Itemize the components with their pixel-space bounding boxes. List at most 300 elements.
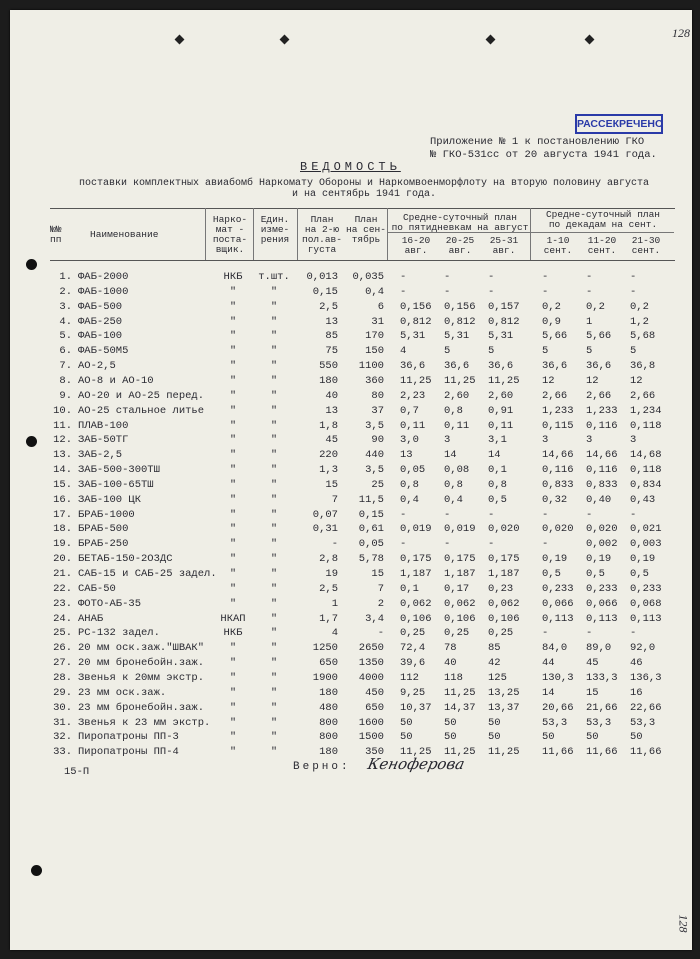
header-daily-aug-line: Средне-суточный план (402, 212, 518, 223)
unit: " (270, 568, 278, 580)
punch-hole (26, 436, 37, 447)
plan-sep: 15 (371, 568, 384, 580)
declassified-stamp: РАССЕКРЕЧЕНО (575, 114, 663, 134)
unit: " (270, 389, 278, 402)
aug-16-20: 39,6 (400, 657, 426, 670)
sep-21-30: - (630, 627, 637, 640)
table-row (50, 448, 675, 463)
sep-1-10: 3 (542, 434, 549, 447)
aug-26-31: 42 (488, 657, 501, 670)
sep-11-20: 0,40 (586, 493, 612, 506)
table-row (50, 656, 675, 671)
plan-sep: 7 (377, 582, 384, 595)
row-number: 7. (59, 360, 72, 373)
unit: " (270, 523, 278, 536)
plan-sep: 11,5 (358, 493, 384, 506)
appendix-line-1: Приложение № 1 к постановлению ГКО (430, 136, 645, 148)
aug-16-20: 72,4 (400, 642, 426, 655)
plan-aug: 13 (325, 404, 338, 417)
aug-21-25: - (444, 285, 451, 298)
column-divider (530, 208, 531, 260)
sep-11-20: 5 (586, 345, 593, 358)
sep-21-30: - (630, 285, 637, 298)
unit: " (270, 701, 278, 714)
sep-1-10: - (542, 627, 549, 640)
sub-header-top: 25-31 (489, 235, 519, 246)
aug-26-31: 0,1 (488, 464, 507, 477)
aug-21-25: 40 (444, 657, 457, 670)
aug-21-25: 118 (444, 671, 463, 684)
sep-11-20: 0,233 (586, 582, 618, 595)
header-plan-aug-line: густа (307, 244, 337, 255)
plan-sep: 170 (365, 330, 384, 343)
unit: " (270, 330, 278, 343)
sep-21-30: 5 (630, 345, 637, 358)
col-sep-11-20 (580, 236, 624, 256)
table-row (50, 567, 675, 582)
sep-1-10: 0,115 (542, 419, 574, 432)
row-number: 13. (53, 449, 72, 462)
item-name: ПЛАВ-100 (78, 419, 129, 432)
aug-26-31: 13,25 (488, 686, 520, 699)
sep-11-20: 0,5 (586, 568, 605, 580)
sep-11-20: 11,66 (586, 746, 618, 759)
sep-21-30: 0,834 (630, 478, 662, 491)
sep-21-30: 22,66 (630, 701, 662, 714)
table-row (50, 537, 675, 552)
plan-aug: 85 (325, 330, 338, 343)
table-row (50, 626, 675, 641)
row-number: 25. (53, 627, 72, 640)
row-number: 21. (53, 568, 72, 580)
aug-26-31: 0,020 (488, 523, 520, 536)
unit: " (270, 627, 278, 640)
table-row (50, 641, 675, 656)
unit: " (270, 449, 278, 462)
sep-11-20: 53,3 (586, 716, 612, 729)
unit: " (270, 582, 278, 595)
sep-11-20: 0,020 (586, 523, 618, 536)
plan-aug: 180 (319, 374, 338, 387)
header-unit-line: рения (260, 234, 290, 245)
table-row (50, 493, 675, 508)
aug-16-20: 112 (400, 671, 419, 684)
sep-1-10: 0,020 (542, 523, 574, 536)
sep-21-30: - (630, 508, 637, 521)
sep-1-10: 0,066 (542, 597, 574, 610)
sep-11-20: 0,116 (586, 464, 618, 477)
aug-21-25: 0,25 (444, 627, 470, 640)
col-org-header (208, 215, 252, 255)
plan-aug: 0,013 (306, 271, 338, 283)
sep-11-20: - (586, 271, 593, 283)
header-org-line: мат - (215, 224, 245, 235)
certified-label: Верно: (293, 761, 351, 773)
unit: " (270, 657, 278, 670)
aug-21-25: 0,812 (444, 315, 476, 328)
plan-aug: 1900 (312, 671, 338, 684)
aug-21-25: - (444, 538, 451, 551)
plan-sep: 3,4 (365, 612, 384, 625)
sep-1-10: 12 (542, 374, 555, 387)
aug-26-31: 50 (488, 731, 501, 744)
unit: " (270, 300, 278, 313)
aug-21-25: 14,37 (444, 701, 476, 714)
plan-aug: 19 (325, 568, 338, 580)
plan-sep: 1600 (358, 716, 384, 729)
row-number: 28. (53, 671, 72, 684)
sep-1-10: 50 (542, 731, 555, 744)
item-name: БЕТАБ-150-2О3ДС (78, 553, 173, 566)
plan-sep: 1100 (358, 360, 384, 373)
sep-1-10: 14 (542, 686, 555, 699)
header-plan-aug-line: пол.ав- (302, 234, 342, 245)
aug-16-20: 11,25 (400, 746, 432, 759)
sep-1-10: 0,9 (542, 315, 561, 328)
plan-aug: 1,7 (319, 612, 338, 625)
row-number: 18. (53, 523, 72, 536)
sep-1-10: 0,233 (542, 582, 574, 595)
aug-21-25: 11,25 (444, 374, 476, 387)
supplier: " (229, 330, 237, 343)
unit: " (270, 612, 278, 625)
aug-26-31: 0,062 (488, 597, 520, 610)
row-number: 8. (59, 374, 72, 387)
item-name: ЗАБ-50ТГ (78, 434, 129, 447)
aug-21-25: 5,31 (444, 330, 470, 343)
sep-1-10: - (542, 538, 549, 551)
aug-26-31: 36,6 (488, 360, 514, 373)
plan-sep: 80 (371, 389, 384, 402)
sub-header-bottom: сент. (631, 245, 661, 256)
supplier: " (229, 285, 237, 298)
supplier: " (229, 686, 237, 699)
aug-26-31: 125 (488, 671, 507, 684)
header-plan-aug-line: План (310, 214, 334, 225)
aug-21-25: 0,8 (444, 478, 463, 491)
plan-aug: 550 (319, 360, 338, 373)
item-name: Пиропатроны ПП-4 (78, 746, 179, 759)
row-number: 24. (53, 612, 72, 625)
col-unit-header (255, 215, 295, 245)
unit: " (270, 434, 278, 447)
aug-26-31: 5,31 (488, 330, 514, 343)
header-num-line2: пп (50, 234, 62, 245)
sep-21-30: 1,234 (630, 404, 662, 417)
table-row (50, 300, 675, 315)
page-number: 128 (672, 26, 690, 40)
aug-16-20: 36,6 (400, 360, 426, 373)
col-number-header (50, 225, 64, 245)
staple-mark (175, 35, 185, 45)
aug-26-31: 1,187 (488, 568, 520, 580)
sep-21-30: 50 (630, 731, 643, 744)
plan-sep: 0,61 (358, 523, 384, 536)
supplier: " (229, 374, 237, 387)
aug-16-20: 0,062 (400, 597, 432, 610)
plan-sep: 0,035 (352, 271, 384, 283)
sep-11-20: 0,002 (586, 538, 618, 551)
sep-11-20: 0,116 (586, 419, 618, 432)
table-row (50, 508, 675, 523)
sub-header-bottom: авг. (492, 245, 516, 256)
supplier: НКБ (223, 627, 243, 640)
aug-26-31: 5 (488, 345, 495, 358)
sep-1-10: 44 (542, 657, 555, 670)
table-row (50, 315, 675, 330)
sep-11-20: 3 (586, 434, 593, 447)
supplier: " (229, 716, 237, 729)
plan-aug: 1 (331, 597, 338, 610)
unit: " (270, 478, 278, 491)
sep-11-20: 14,66 (586, 449, 618, 462)
appendix-line-2: № ГКО-531сс от 20 августа 1941 года. (430, 149, 657, 161)
plan-sep: 440 (365, 449, 384, 462)
header-daily-sep-line: Средне-суточный план (545, 209, 661, 220)
document-page (10, 10, 692, 950)
plan-aug: 2,5 (319, 582, 338, 595)
plan-sep: 25 (371, 478, 384, 491)
aug-26-31: 11,25 (488, 374, 520, 387)
sep-1-10: 0,833 (542, 478, 574, 491)
aug-21-25: 0,17 (444, 582, 470, 595)
sep-11-20: 0,113 (586, 612, 618, 625)
sep-21-30: 3 (630, 434, 637, 447)
sep-11-20: 0,2 (586, 300, 605, 313)
aug-16-20: 2,23 (400, 389, 426, 402)
sep-1-10: 2,66 (542, 389, 568, 402)
aug-26-31: 13,37 (488, 701, 520, 714)
supplier: " (229, 568, 237, 580)
sep-21-30: 0,43 (630, 493, 656, 506)
sep-1-10: - (542, 508, 549, 521)
aug-16-20: 9,25 (400, 686, 426, 699)
plan-sep: 4000 (358, 671, 384, 684)
aug-26-31: 14 (488, 449, 501, 462)
sep-11-20: - (586, 285, 593, 298)
aug-16-20: - (400, 508, 407, 521)
item-name: 20 мм оск.заж."ШВАК" (78, 642, 205, 655)
supplier: " (229, 553, 237, 566)
aug-26-31: 0,11 (488, 419, 514, 432)
sub-header-top: 16-20 (401, 235, 431, 246)
item-name: РС-132 задел. (78, 627, 160, 640)
unit: " (270, 404, 278, 417)
aug-16-20: 0,175 (400, 553, 432, 566)
sub-header-top: 21-30 (631, 235, 661, 246)
aug-26-31: 0,175 (488, 553, 520, 566)
sep-21-30: 0,19 (630, 553, 656, 566)
supplier: " (229, 449, 237, 462)
header-org-line: поста- (212, 234, 248, 245)
aug-26-31: 0,91 (488, 404, 514, 417)
aug-16-20: 0,4 (400, 493, 419, 506)
item-name: 23 мм оск.заж. (78, 686, 167, 699)
aug-16-20: 0,1 (400, 582, 419, 595)
sub-header-top: 20-25 (445, 235, 475, 246)
table-row (50, 701, 675, 716)
plan-aug: 2,5 (319, 300, 338, 313)
aug-26-31: 11,25 (488, 746, 520, 759)
supplier: " (229, 746, 237, 759)
table-row (50, 389, 675, 404)
item-name: БРАБ-1000 (78, 508, 135, 521)
sep-21-30: 0,118 (630, 464, 662, 477)
sep-11-20: 36,6 (586, 360, 612, 373)
row-number: 15. (53, 478, 72, 491)
row-number: 12. (53, 434, 72, 447)
aug-21-25: 0,106 (444, 612, 476, 625)
footnote-code: 15-П (64, 766, 90, 778)
aug-16-20: - (400, 271, 407, 283)
plan-sep: 31 (371, 315, 384, 328)
table-row (50, 552, 675, 567)
aug-26-31: 0,157 (488, 300, 520, 313)
sep-21-30: 136,3 (630, 671, 662, 684)
plan-sep: - (377, 627, 384, 640)
unit: " (270, 493, 278, 506)
sep-1-10: 0,116 (542, 464, 574, 477)
column-divider (205, 208, 206, 260)
item-name: Звенья к 20мм экстр. (78, 671, 205, 684)
aug-16-20: 0,8 (400, 478, 419, 491)
table-row (50, 463, 675, 478)
supplier: " (229, 478, 237, 491)
table-row (50, 597, 675, 612)
unit: " (270, 345, 278, 358)
plan-aug: 650 (319, 657, 338, 670)
aug-26-31: - (488, 271, 495, 283)
subtitle-line-1: поставки комплектных авиабомб Наркомату Обороны и Наркомвоенморфлоту на вторую половину августа (78, 178, 650, 189)
plan-aug: 0,15 (312, 285, 338, 298)
sep-11-20: 89,0 (586, 642, 612, 655)
sep-11-20: - (586, 627, 593, 640)
header-num-line1: №№ (50, 224, 62, 235)
plan-sep: 6 (377, 300, 384, 313)
aug-21-25: - (444, 508, 451, 521)
sep-21-30: 5,68 (630, 330, 656, 343)
sep-11-20: - (586, 508, 593, 521)
supplier: " (229, 315, 237, 328)
col-sep-1-10 (536, 236, 580, 256)
sep-21-30: 14,68 (630, 449, 662, 462)
row-number: 9. (59, 389, 72, 402)
row-number: 1. (59, 271, 72, 283)
row-number: 29. (53, 686, 72, 699)
row-number: 10. (53, 404, 72, 417)
row-number: 32. (53, 731, 72, 744)
aug-21-25: 0,019 (444, 523, 476, 536)
item-name: ЗАБ-500-300ТШ (78, 464, 160, 477)
aug-16-20: 50 (400, 716, 413, 729)
aug-26-31: - (488, 538, 495, 551)
sep-21-30: 53,3 (630, 716, 656, 729)
plan-sep: 37 (371, 404, 384, 417)
sep-21-30: 1,2 (630, 315, 649, 328)
unit: " (270, 746, 278, 759)
sep-1-10: 0,5 (542, 568, 561, 580)
col-aug-26-31 (482, 236, 526, 256)
table-row (50, 478, 675, 493)
unit: " (270, 597, 278, 610)
plan-aug: 4 (331, 627, 338, 640)
plan-sep: 650 (365, 701, 384, 714)
header-plan-sep-line: тябрь (351, 234, 381, 245)
header-unit-line: измe- (260, 224, 290, 235)
supplier: " (229, 345, 237, 358)
sep-21-30: - (630, 271, 637, 283)
aug-21-25: 11,25 (444, 686, 476, 699)
supplier: " (229, 582, 237, 595)
plan-aug: 15 (325, 478, 338, 491)
item-name: АО-2,5 (78, 360, 116, 373)
punch-hole (31, 865, 42, 876)
unit: " (270, 374, 278, 387)
sep-21-30: 16 (630, 686, 643, 699)
table-row (50, 270, 675, 285)
plan-aug: - (331, 538, 338, 551)
col-plan-sep-header (344, 215, 388, 245)
row-number: 14. (53, 464, 72, 477)
header-org-line: вщик. (215, 244, 245, 255)
plan-aug: 1,8 (319, 419, 338, 432)
sep-11-20: 1 (586, 315, 593, 328)
aug-21-25: 0,8 (444, 404, 463, 417)
aug-21-25: 36,6 (444, 360, 470, 373)
table-row (50, 433, 675, 448)
plan-aug: 45 (325, 434, 338, 447)
sub-header-bottom: сент. (543, 245, 573, 256)
plan-sep: 360 (365, 374, 384, 387)
unit: " (270, 419, 278, 432)
plan-sep: 0,4 (365, 285, 384, 298)
header-org-line: Нарко- (212, 214, 248, 225)
sep-21-30: 0,068 (630, 597, 662, 610)
table-row (50, 359, 675, 374)
row-number: 22. (53, 582, 72, 595)
sep-21-30: 12 (630, 374, 643, 387)
plan-sep: 0,15 (358, 508, 384, 521)
supplier: " (229, 464, 237, 477)
supplier: НКБ (223, 271, 243, 283)
unit: " (270, 642, 278, 655)
aug-21-25: 50 (444, 731, 457, 744)
table-row (50, 329, 675, 344)
row-number: 6. (59, 345, 72, 358)
sep-1-10: 84,0 (542, 642, 568, 655)
item-name: ФАБ-1000 (78, 285, 129, 298)
plan-sep: 1500 (358, 731, 384, 744)
plan-sep: 3,5 (365, 464, 384, 477)
row-number: 2. (59, 285, 72, 298)
header-daily-sep-line: по декадам на сент. (548, 219, 658, 230)
supplier: " (229, 404, 237, 417)
sep-1-10: 20,66 (542, 701, 574, 714)
plan-aug: 180 (319, 746, 338, 759)
plan-aug: 0,31 (312, 523, 338, 536)
table-row (50, 716, 675, 731)
aug-16-20: 3,0 (400, 434, 419, 447)
supplier: " (229, 360, 237, 373)
sep-1-10: 0,113 (542, 612, 574, 625)
document-subtitle (56, 178, 672, 200)
aug-16-20: - (400, 538, 407, 551)
aug-16-20: 50 (400, 731, 413, 744)
subtitle-line-2: и на сентябрь 1941 года. (291, 189, 437, 200)
aug-16-20: 1,187 (400, 568, 432, 580)
plan-sep: 0,05 (358, 538, 384, 551)
sep-21-30: 0,113 (630, 612, 662, 625)
